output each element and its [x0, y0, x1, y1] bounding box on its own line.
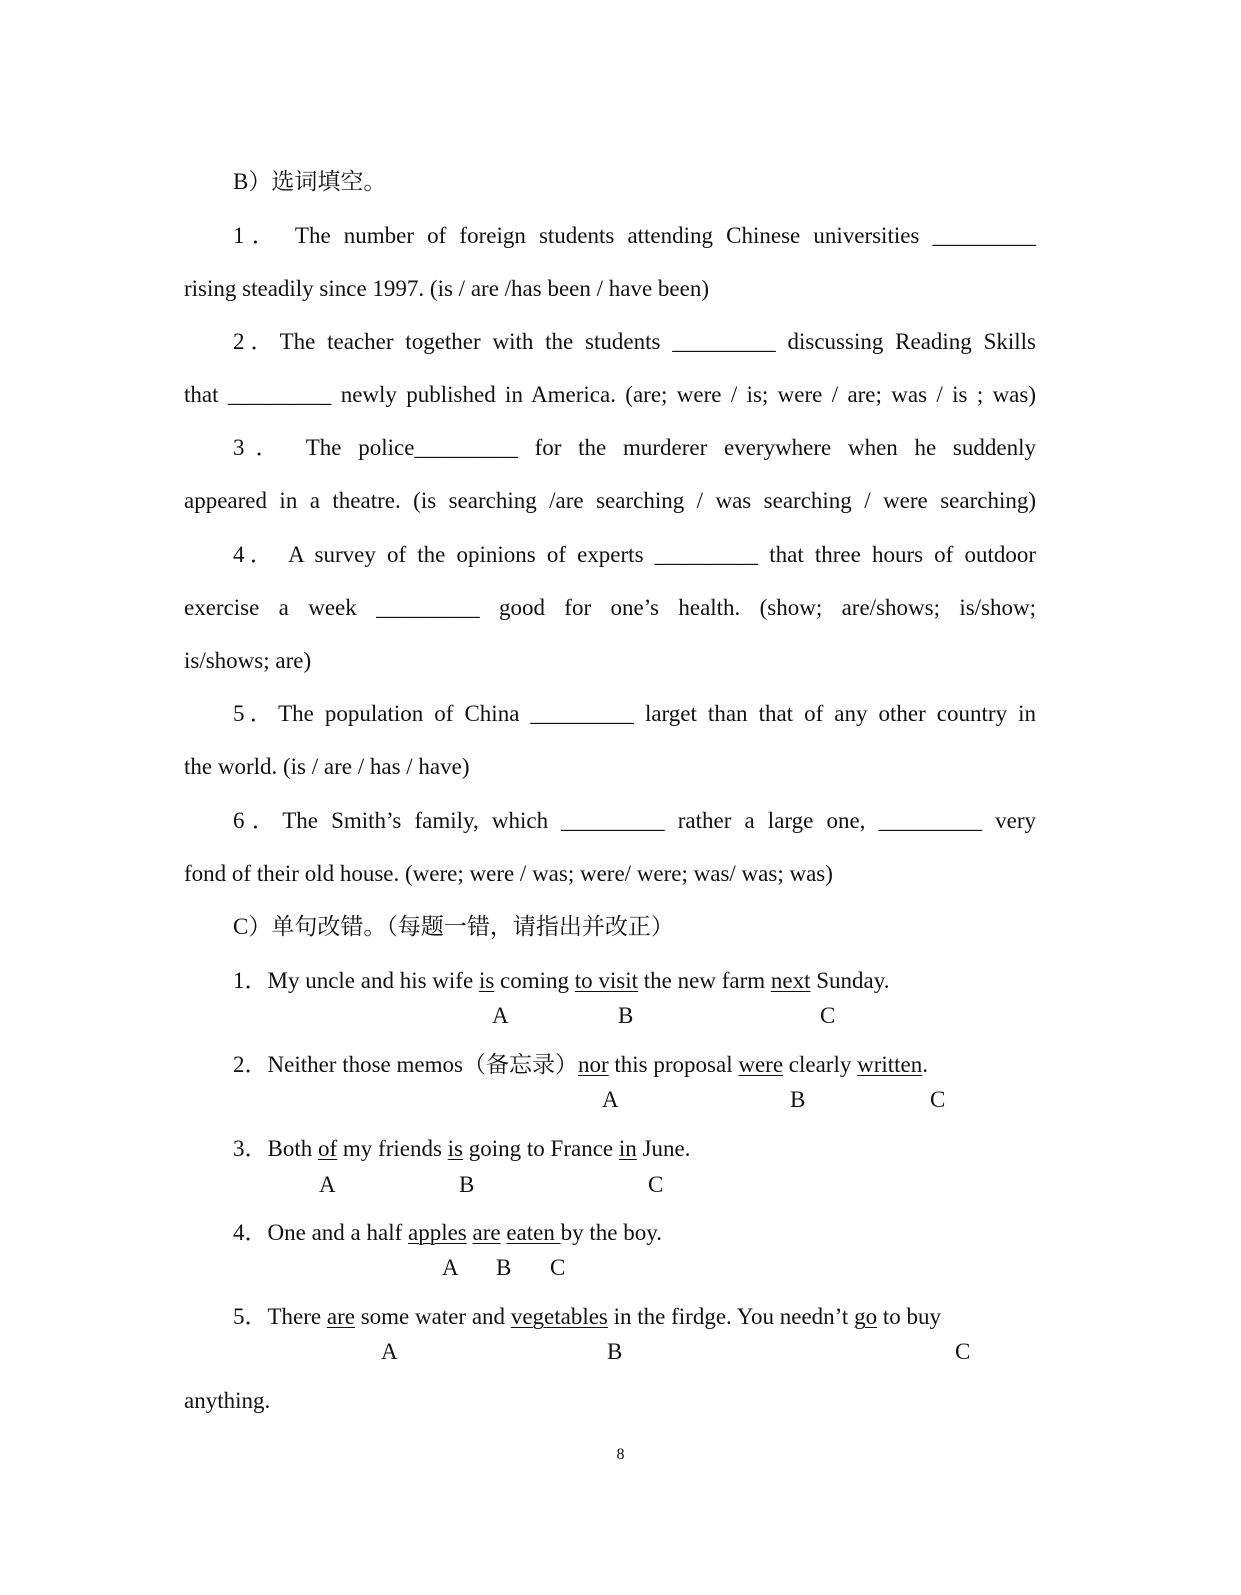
b-item-3-line-2: appeared in a theatre. (is searching /are searching / was searching / were searching) — [184, 488, 1036, 513]
c-item-2-text: Neither those memos（备忘录） — [267, 1052, 578, 1077]
c-item-2-sentence — [233, 1050, 1036, 1080]
b-item-5-line-1: 5．The population of China _________ larget than that of any other country in — [233, 701, 1036, 726]
c-item-1-option-b: to visit — [574, 968, 639, 993]
c-item-2-label-c: C — [930, 1087, 946, 1112]
c-item-3-text: my friends — [337, 1136, 448, 1161]
c-item-5-label-b: B — [607, 1339, 623, 1364]
c-item-4-label-b: B — [496, 1255, 512, 1280]
c-item-3-option-a: of — [317, 1136, 338, 1161]
b-item-2-line-1: 2．The teacher together with the students _________ discussing Reading Skills — [233, 329, 1036, 354]
c-item-3-option-c: in — [618, 1136, 637, 1161]
b-item-1-line-1: 1． The number of foreign students attending Chinese universities _________ — [233, 223, 1036, 248]
c-item-1-label-b: B — [618, 1003, 634, 1028]
b-item-1-line-2: rising steadily since 1997. (is / are /has been / have been) — [184, 276, 710, 301]
b-item-5-line-2: the world. (is / are / has / have) — [184, 754, 470, 779]
c-item-1-text: the new farm — [638, 968, 771, 993]
c-item-5-number: 5． — [233, 1304, 268, 1329]
section-c-heading: C）单句改错。（每题一错，请指出并改正） — [233, 914, 674, 939]
c-item-5-option-a: are — [326, 1304, 355, 1329]
c-item-1-number: 1． — [233, 968, 268, 993]
c-item-3-sentence — [233, 1134, 1036, 1164]
b-item-4-line-1: 4． A survey of the opinions of experts _________ that three hours of outdoor — [233, 542, 1036, 567]
c-item-3-option-b: is — [447, 1136, 464, 1161]
c-item-2-option-b: were — [738, 1052, 784, 1077]
c-item-2-number: 2． — [233, 1052, 268, 1077]
c-item-3-text: June. — [636, 1136, 691, 1161]
c-item-1-option-c: next — [770, 968, 811, 993]
c-item-4-option-a: apples — [408, 1220, 467, 1245]
c-item-4-text: One and a half — [267, 1220, 408, 1245]
b-item-2-line-2: that _________ newly published in America. (are; were / is; were / are; was / is ; was) — [184, 382, 1036, 407]
c-item-1-text: coming — [494, 968, 575, 993]
c-item-5-text: in the firdge. You needn’t — [607, 1304, 855, 1329]
c-item-1-text: Sunday. — [810, 968, 890, 993]
c-item-2-text: . — [922, 1052, 929, 1077]
c-item-4-sentence — [233, 1218, 1036, 1248]
c-item-5-text: some water and — [354, 1304, 511, 1329]
c-item-5-label-a: A — [381, 1339, 398, 1364]
c-item-3-text: going to France — [463, 1136, 619, 1161]
c-item-2-option-a: nor — [577, 1052, 609, 1077]
c-item-5-option-b: vegetables — [510, 1304, 608, 1329]
c-item-4-text: by the boy. — [560, 1220, 662, 1245]
c-item-5-option-c: go — [854, 1304, 878, 1329]
b-item-6-line-2: fond of their old house. (were; were / was; were/ were; was/ was; was) — [184, 861, 833, 886]
c-item-1-label-c: C — [820, 1003, 836, 1028]
section-b-heading: B）选词填空。 — [233, 169, 387, 194]
c-item-4-label-a: A — [442, 1255, 459, 1280]
c-item-2-label-a: A — [602, 1087, 619, 1112]
c-item-2-text: this proposal — [608, 1052, 739, 1077]
c-item-4-number: 4． — [233, 1220, 268, 1245]
c-item-2-option-c: written — [857, 1052, 923, 1077]
b-item-6-line-1: 6．The Smith’s family, which _________ rather a large one, _________ very — [233, 808, 1036, 833]
c-item-5-label-c: C — [955, 1339, 971, 1364]
b-item-4-line-2: exercise a week _________ good for one’s health. (show; are/shows; is/show; — [184, 595, 1036, 620]
b-item-3-line-1: 3． The police_________ for the murderer everywhere when he suddenly — [233, 435, 1036, 460]
c-item-4-label-c: C — [550, 1255, 566, 1280]
c-item-5-continuation: anything. — [184, 1388, 271, 1413]
c-item-1-label-a: A — [492, 1003, 509, 1028]
c-item-4-option-c: eaten — [506, 1220, 561, 1245]
c-item-1-option-a: is — [478, 968, 495, 993]
c-item-5-text: to buy — [877, 1304, 941, 1329]
c-item-3-number: 3． — [233, 1136, 268, 1161]
c-item-4-option-b: are — [472, 1220, 501, 1245]
c-item-3-label-b: B — [459, 1172, 475, 1197]
c-item-3-text: Both — [267, 1136, 318, 1161]
c-item-2-text: clearly — [783, 1052, 858, 1077]
page-number: 8 — [616, 1446, 625, 1463]
c-item-3-label-a: A — [319, 1172, 336, 1197]
c-item-2-label-b: B — [790, 1087, 806, 1112]
c-item-5-text: There — [267, 1304, 327, 1329]
b-item-4-line-3: is/shows; are) — [184, 648, 312, 673]
c-item-5-sentence — [233, 1302, 1036, 1332]
c-item-1-text: My uncle and his wife — [267, 968, 479, 993]
c-item-1-sentence — [233, 966, 1036, 996]
c-item-3-label-c: C — [648, 1172, 664, 1197]
